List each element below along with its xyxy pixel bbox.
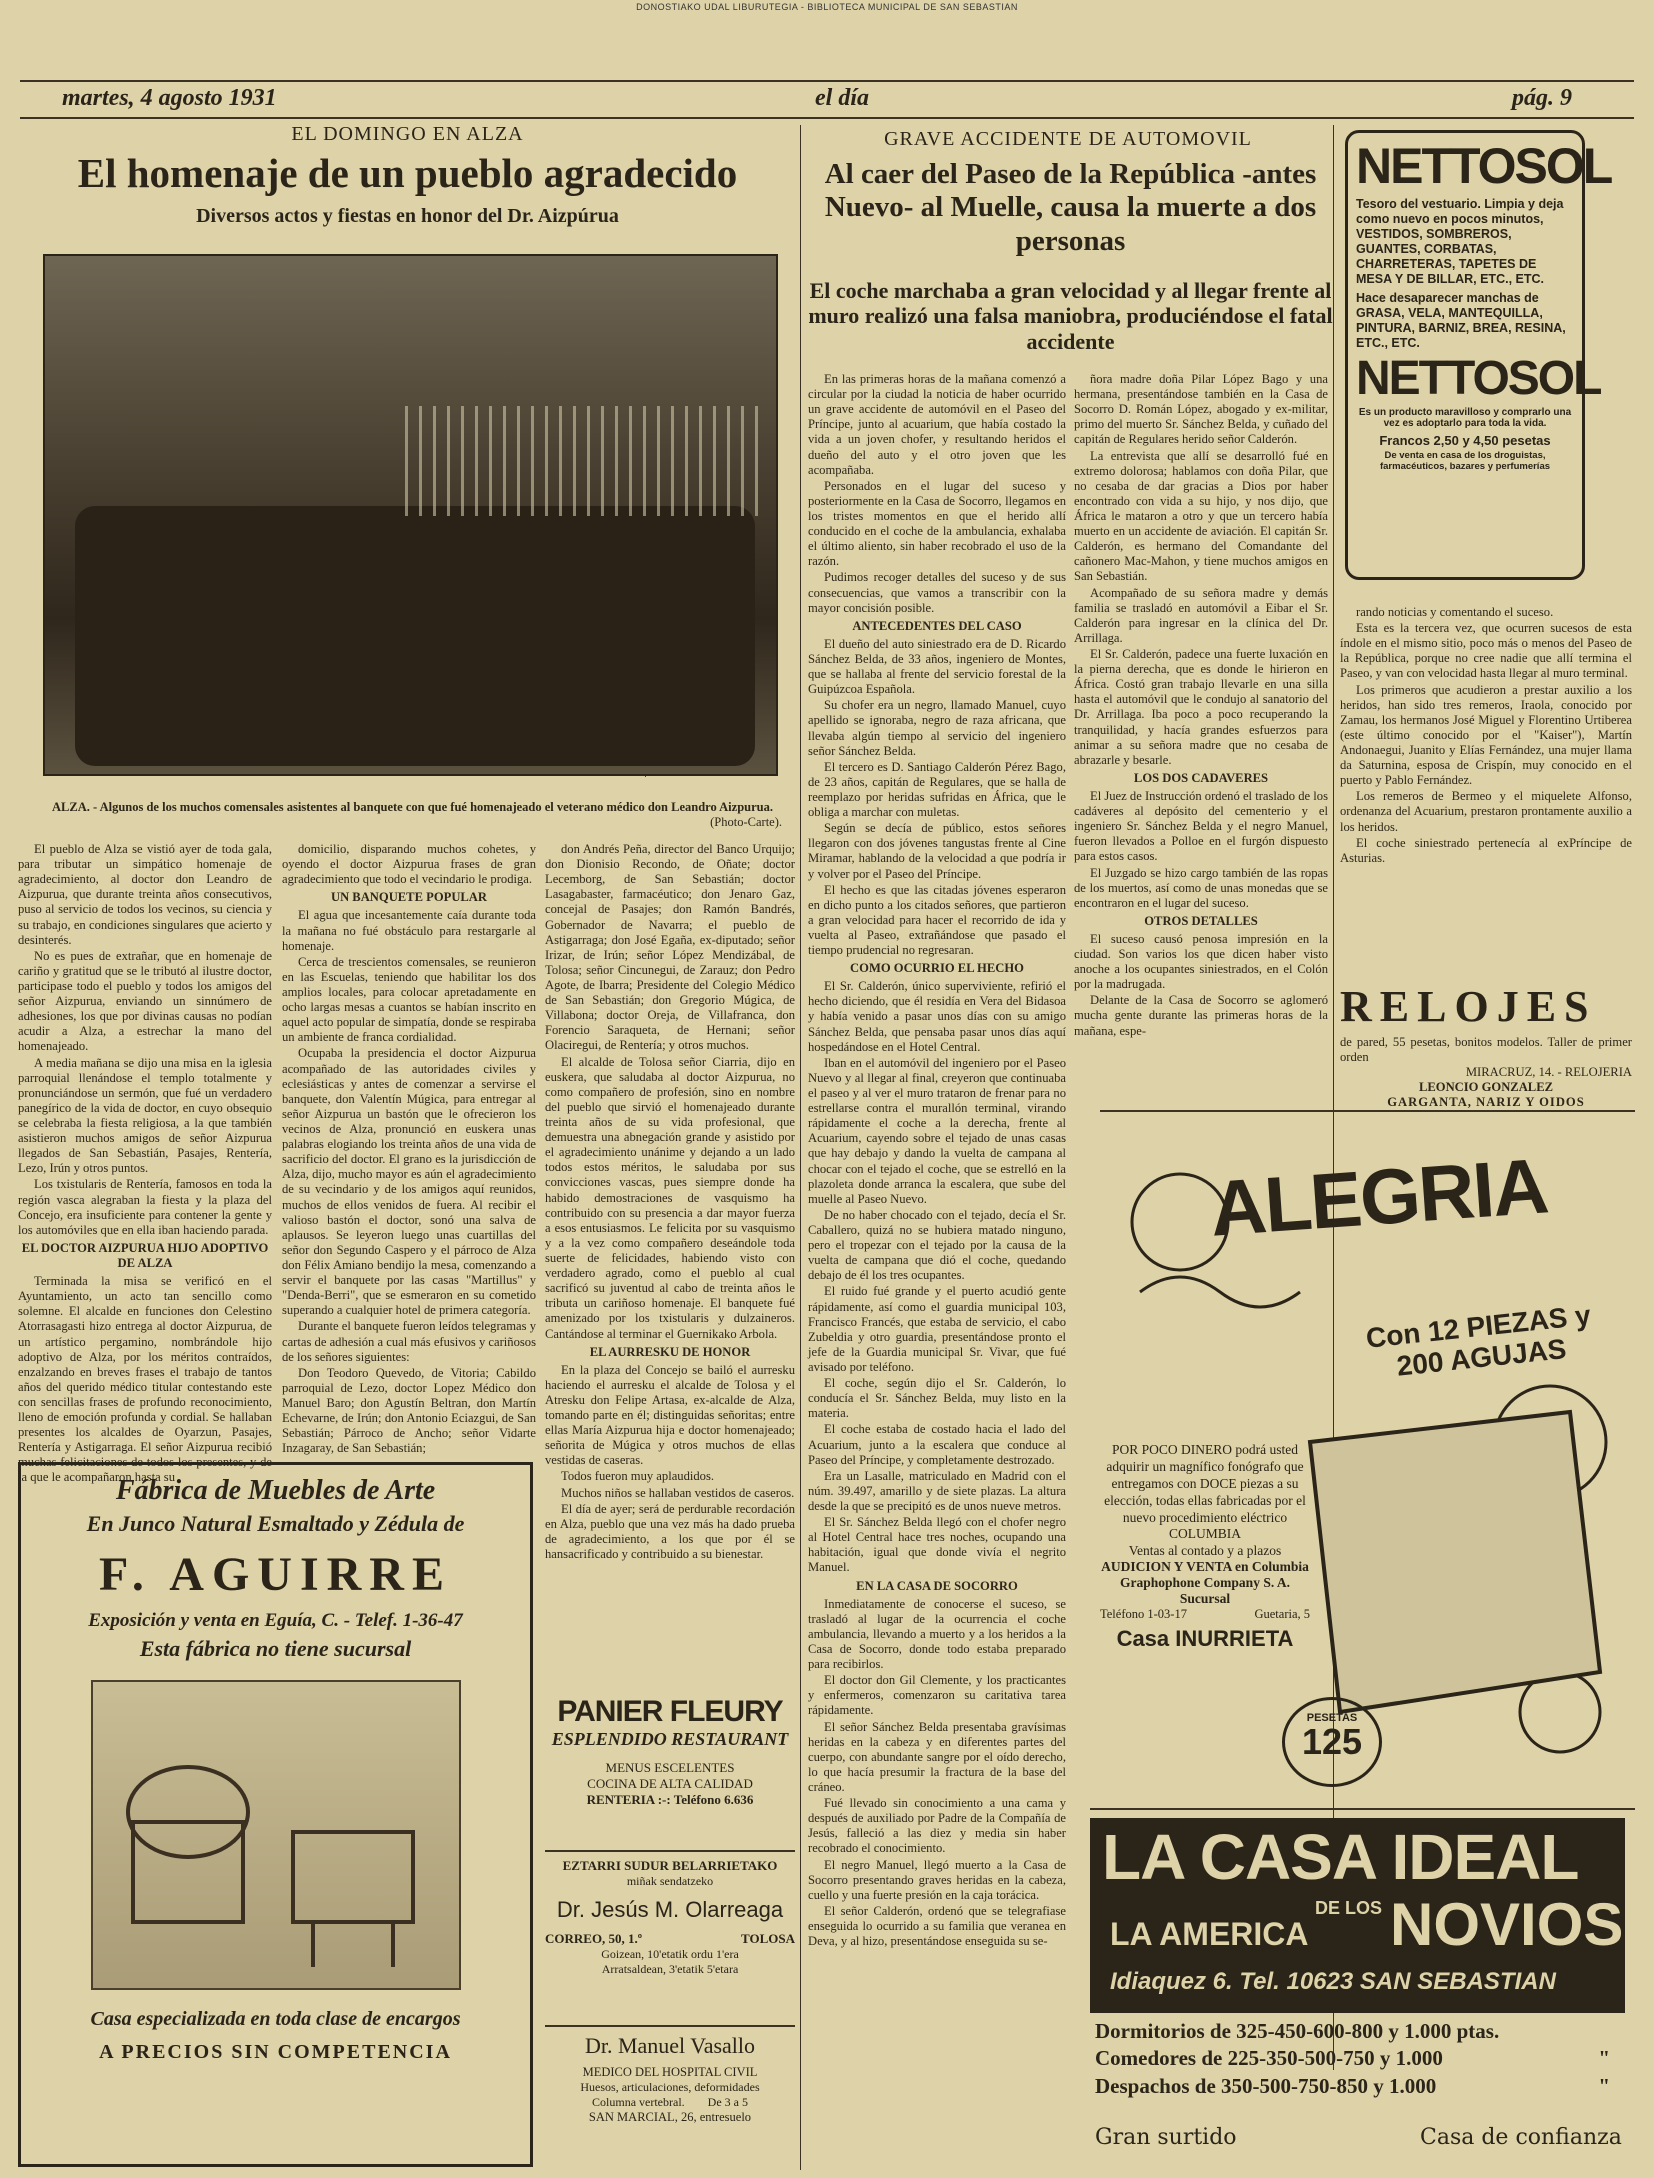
alegria-sale: Ventas al contado y a plazos [1128,1543,1282,1559]
alegria-price-label: PESETAS [1306,1712,1358,1724]
nettosol-brand: NETTOSOL [1356,138,1612,194]
paragraph: Cerca de trescientos comensales, se reunieron en las Escuelas, teniendo que habilitar los dos amplios locales, para colocar apretadamente en ocho largas mesas a cuantos se habían inscrito en aquel acto popular de simpatía, donde se respiraba un ambiente de franca cordialidad. [282,954,536,1045]
paragraph: El Sr. Calderón, padece una fuerte luxación en la pierna derecha, que es donde le hirieron en África. Costó gran trabajo llevarle en una silla hasta el automóvil que le condujo al sanatorio del Dr. Arrillaga. Iba poco a poco recuperando la tranquilidad, y hacía grandes esfuerzos para animar a su señora madre que no cesaba de abrazarle y besarle. [1074,646,1328,767]
nettosol-text-1: Tesoro del vestuario. Limpia y deja como nuevo en pocos minutos, VESTIDOS, SOMBREROS, GUANTES, CORBATAS, CHARRETERAS, TAPETES DE MESA Y DE BILLAR, ETC., ETC. [1356,197,1564,286]
paragraph: Los primeros que acudieron a prestar auxilio a los heridos, han sido tres remeros, Iraola, conocido por Zamau, los hermanos José Miguel y Florentino Urtiberea (este último conocido por el "Kaiser"), Martín Andonaegui, Juanito y Elías Fernández, una mujer llama da Saturnina, esposa de Crispín, muy conocido en el puerto y Pablo Fernández. [1340,682,1632,788]
alegria-shop: Casa INURRIETA [1116,1626,1294,1652]
panier-line-3: RENTERIA :-: Teléfono 6.636 [586,1792,754,1807]
paragraph: Inmediatamente de conocerse el suceso, se trasladó al lugar de la ocurrencia el coche ambulancia, llevando a muerto y a los heridos a la Casa de Socorro, donde todo estaba preparado para recibirlos. [808,1596,1066,1672]
vasallo-address: SAN MARCIAL, 26, entresuelo [588,2110,752,2124]
masthead-title: el día [815,85,869,111]
casa-ideal-footer-right: Casa de confianza [1420,2125,1622,2150]
vasallo-line-1: MEDICO DEL HOSPITAL CIVIL [582,2065,758,2079]
accident-column-2 [1074,372,1328,1117]
masthead-bottom-rule [20,117,1634,119]
alegria-text-block [1100,1442,1310,1652]
olarreaga-addr [545,1931,795,1947]
paragraph: Todos fueron muy aplaudidos. [561,1469,715,1484]
accident-subheadline: El coche marchaba a gran velocidad y al llegar frente al muro realizó una falsa maniobra, produciéndose el fatal accidente [808,278,1333,354]
vasallo-line-3-row [545,2095,795,2110]
aguirre-line-5: Casa especializada en toda clase de encargos [90,2008,461,2030]
alegria-street: Guetaria, 5 [1254,1607,1310,1622]
paragraph: No es pues de extrañar, que en homenaje de cariño y gratitud que se le tributó al ilustre doctor, participase todo el pueblo y todos los amigos del señor Aizpurua, enviando un sinnúmero de adhesiones, los que por divinas causas no podían acudir a Alza, a estrechar la mano del homenajeado. [18,948,272,1054]
accident-column-3 [1340,605,1632,995]
paragraph: El doctor don Gil Clemente, y los practicantes y enfermeros, comenzaron su caritativa tarea rápidamente. [808,1673,1066,1718]
section-heading: EN LA CASA DE SOCORRO [856,1578,1018,1593]
section-heading: OTROS DETALLES [1144,913,1258,928]
phonograph-box-icon [1310,1412,1600,1712]
panier-fleury-ad [545,1695,795,1845]
vasallo-line-2: Huesos, articulaciones, deformidades [580,2080,760,2094]
masthead-date: martes, 4 agosto 1931 [62,85,277,111]
masthead-page-number: pág. 9 [1512,85,1572,111]
paragraph: De no haber chocado con el tejado, decía el Sr. Caballero, quizá no se hubiera matado ninguno, pero el tropezar con el tejado por la causa de la vuelta de campana que dió el coche, quedando debajo de él los tres ocupantes. [808,1207,1066,1283]
paragraph: En las primeras horas de la mañana comenzó a circular por la ciudad la noticia de haber ocurrido un grave accidente de automóvil en el Paseo del Príncipe, junto al acuarium, que había costado la vida a un joven chofer, y resultando heridos el dueño del auto y el otro joven que les acompañaba. [808,372,1066,477]
paragraph: Acompañado de su señora madre y demás familia se trasladó en automóvil a Eibar el Sr. Calderón para ingresar en la clínica del Dr. Arrillaga. [1074,585,1328,645]
casa-ideal-ditto: " [1598,2046,1610,2071]
alegria-phone-row [1100,1607,1310,1622]
paragraph: Su chofer era un negro, llamado Manuel, cuyo apellido se ignoraba, negro de raza africana, que llevaba algún tiempo al servicio del ingeniero señor Sánchez Belda. [808,698,1066,758]
casa-ideal-row-3: Despachos de 350-500-750-850 y 1.000 [1095,2073,1437,2098]
section-heading: ANTECEDENTES DEL CASO [852,618,1022,633]
paragraph: Muchos niños se hallaban vestidos de caseros. [561,1485,795,1500]
paragraph: El agua que incesantemente caía durante toda la mañana no fué obstáculo para restargarle al homenaje. [282,908,536,953]
vasallo-name: Dr. Manuel Vasallo [584,2033,756,2058]
casa-ideal-rows [1095,2018,1630,2100]
alza-banquet-photo [43,254,778,776]
casa-ideal-line-1: LA CASA IDEAL [1102,1821,1579,1893]
nettosol-text-3: Es un producto maravilloso y comprarlo una vez es adoptarlo para toda la vida. [1358,407,1572,429]
paragraph: Fué llevado sin conocimiento a una cama y después de auxiliado por Padre de la Compañía de Jesús, falleció a las diez y media sin haber recobrado el conocimiento. [808,1796,1066,1856]
alegria-phonograph-ad [1100,1110,1635,1790]
aguirre-line-6: A PRECIOS SIN COMPETENCIA [99,2041,452,2063]
relojes-specialty: GARGANTA, NARIZ Y OIDOS [1387,1095,1585,1110]
paragraph: El dueño del auto siniestrado era de D. Ricardo Sánchez Belda, de 33 años, ingeniero de Montes, que se hallaba al frente del servicio forestal de la Guipúzcoa Española. [808,636,1066,697]
vasallo-ad [545,2025,795,2165]
alza-column-1 [18,842,272,1485]
panier-name: PANIER FLEURY [557,1695,783,1728]
relojes-address: MIRACRUZ, 14. - RELOJERIA [1465,1065,1632,1080]
casa-ideal-row-1: Dormitorios de 325-450-600-800 y 1.000 ptas. [1095,2019,1500,2043]
paragraph: El Juzgado se hizo cargo también de las ropas de los muertos, así como de unas monedas que se encontraron en el lugar del suceso. [1074,865,1328,910]
nettosol-price: Francos 2,50 y 4,50 pesetas [1379,433,1551,448]
paragraph: Iban en el automóvil del ingeniero por el Paseo Nuevo y al llegar al final, creyeron que continuaba el paseo y al ver el muro trataron de frenar para no estrellarse contra el murallón terminal, virando rápidamente el coche a la derecha, frente al Acuarium, cayendo sobre el tejado de unas casas que hay debajo y dando la vuelta de campana al chocar con el tejado el coche, que se estrelló en la plazoleta donde arranca la escalera, que sube del muelle al Paseo Nuevo. [808,1055,1066,1206]
photo-person [645,776,646,777]
accident-kicker: GRAVE ACCIDENTE DE AUTOMOVIL [884,128,1252,150]
nettosol-text-2: Hace desaparecer manchas de GRASA, VELA, MANTEQUILLA, PINTURA, BARNIZ, BREA, RESINA, ETC., ETC. [1356,291,1566,350]
photo-railing [405,406,765,516]
nettosol-brand-2: NETTOSOL [1356,352,1601,405]
paragraph: El coche estaba de costado hacia el lado del Acuarium, junto a la escalera que conduce al Paseo del Príncipe, y completamente destrozado. [808,1422,1066,1467]
panier-sub: ESPLENDIDO RESTAURANT [551,1729,789,1749]
paragraph: El tercero es D. Santiago Calderón Pérez Bago, de 23 años, capitán de Regulares, que se halla de reemplazo por heridas sufridas en África, que le obliga a marchar con muletas. [808,759,1066,820]
accident-column-1 [808,372,1066,2167]
alegria-price: 125 [1301,1721,1363,1762]
paragraph: rando noticias y comentando el suceso. [1356,605,1554,619]
nettosol-text-4: De venta en casa de los droguistas, farmacéuticos, bazares y perfumerías [1379,450,1551,472]
paragraph: Personados en el lugar del suceso y posteriormente en la Casa de Socorro, llegamos en los tristes momentos en que el herido allí conducido en el coche de la ambulancia, exhalaba el último aliento, sin haber recobrado el uso de la razón. [808,478,1066,569]
casa-ideal-novios: NOVIOS [1390,1891,1624,1958]
vasallo-line-3: Columna vertebral. [592,2095,685,2109]
caption-credit: (Photo-Carte). [710,815,782,829]
casa-ideal-logo [1090,1818,1625,2013]
paragraph: El suceso causó penosa impresión en la ciudad. Son varios los que dicen haber visto anoche a los ocupantes siniestrados, en el Colón por la madrugada. [1074,931,1328,992]
paragraph: El coche, según dijo el Sr. Calderón, lo conducía el Sr. Sánchez Belda, muy listo en la materia. [808,1376,1066,1421]
paragraph: Durante el banquete fueron leídos telegramas y cartas de adhesión a cual más efusivos y cariñosos de los señores siguientes: [282,1319,536,1364]
olarreaga-name: Dr. Jesús M. Olarreaga [556,1897,784,1922]
alegria-phone: Teléfono 1-03-17 [1100,1607,1187,1622]
paragraph: El señor Sánchez Belda presentaba gravísimas heridas en la cabeza y en diferentes partes del cuerpo, con abundante sangre por el oído derecho, lo que hacía presumir la fractura de la base del cráneo. [808,1719,1066,1794]
relojes-owner: LEONCIO GONZALEZ [1418,1080,1553,1095]
paragraph: El Sr. Calderón, único superviviente, refirió el hecho diciendo, que él residía en Vera del Bidasoa y había venido a pasar unos días con su amigo Sánchez Belda, que pensaba pasar unos días aquí hospedándose en el Hotel Central. [808,979,1066,1054]
photo-crowd [75,506,755,766]
paragraph: El día de ayer; será de perdurable recordación en Alza, pueblo que una vez más ha dado prueba de agradecimiento, a los que por él se hansacrificado y contribuido a su bienestar. [545,1501,795,1562]
casa-ideal-ad [1090,1808,1635,2168]
paragraph: El pueblo de Alza se vistió ayer de toda gala, para tributar un simpático homenaje de agradecimiento, al doctor don Leandro de Aizpurua, que durante treinta años consecutivos, puso al servicio de todos los vecinos, su ciencia y su trabajo, en condiciones singulares que acierto y desinterés. [18,842,272,947]
alza-column-3 [545,842,795,1687]
paragraph: Según se decía de público, estos señores llegaron con dos jóvenes tangustas frente al Cine Miramar, hablando de la velocidad a que podría ir y volver por el Paseo del Príncipe. [808,821,1066,881]
aguirre-furniture-drawing [91,1680,461,1990]
casa-ideal-line-2: LA AMERICA [1110,1916,1309,1952]
chair-icon [93,1682,463,1992]
panier-line-1: MENUS ESCELENTES [605,1760,735,1775]
paragraph: Esta es la tercera vez, que ocurren sucesos de esta índole en el mismo sitio, poco más o menos del Paseo de la República, porque no cree nadie que allí termina el Paseo, y van con velocidad hasta llegar al muro terminal. [1340,621,1632,681]
paragraph: Delante de la Casa de Socorro se aglomeró mucha gente durante las primeras horas de la mañana, espe- [1074,993,1328,1038]
casa-ideal-row-2: Comedores de 225-350-500-750 y 1.000 [1095,2046,1443,2071]
section-heading: COMO OCURRIO EL HECHO [850,961,1024,976]
caption-text: ALZA. - Algunos de los muchos comensales asistentes al banquete con que fué homenajeado el veterano médico don Leandro Aizpurua. [52,800,773,814]
paragraph: El Sr. Sánchez Belda llegó con el chofer negro al Hotel Central hace tres noches, ocupando una habitación, igual que donde vivía el negrito Manuel. [808,1515,1066,1575]
casa-ideal-row-2-wrap [1095,2045,1630,2072]
aguirre-line-1: Fábrica de Muebles de Arte [115,1475,436,1506]
paragraph: Ocupaba la presidencia el doctor Aizpurua acompañado de las autoridades civiles y eclesiásticas y antes de comenzar a servirse el banquete, don Valentín Múgica, para entregar al señor Aizpurua un bastón que le ofrecieron los vecinos de Alza, pronunció en euskera unas palabras elogiando los treinta años de una vida de sacrificio del doctor. El grano es la jurisdicción de Alza, dijo, mucho mayor es aún el agradecimiento de su vecindario y de los amigos aquí reunidos, muchos de ellos venidos de fuera. Al recibir el valioso bastón el doctor, sonó una salva de aplausos. Se leyeron luego unas cuartillas del señor don Segundo Caspero y el párroco de Alza don Félix Amiano bendijo la mesa, comenzando a servir el banquete por las casas "Martillus" y "Denda-Berri", que se esmeraron en su cometido superando a cualquier hotel de primera categoría. [282,1046,536,1318]
paragraph: Don Teodoro Quevedo, de Vitoria; Cabildo parroquial de Lezo, doctor Lopez Médico don Manuel Baro; don Agustín Beltran, don Martín Echevarne, de Irún; don Antonio Eciazgui, de San Sebastián; Párroco de Ancho; señor Vidarte Inzagaray, de San Sebastián; [282,1365,536,1456]
section-heading: LOS DOS CADAVERES [1133,770,1269,785]
paragraph: El negro Manuel, llegó muerto a la Casa de Socorro presentando graves heridas en la cabeza, cuello y una fuerte presión en la caja torácica. [808,1857,1066,1902]
library-source-line: DONOSTIAKO UDAL LIBURUTEGIA - BIBLIOTECA MUNICIPAL DE SAN SEBASTIAN [636,2,1018,12]
section-heading: EL AURRESKU DE HONOR [589,1344,751,1359]
nettosol-ad [1345,130,1612,580]
casa-ideal-row-3-wrap [1095,2073,1630,2100]
music-notes-icon [1140,1277,1300,1307]
olarreaga-line-1: EZTARRI SUDUR BELARRIETAKO [562,1858,778,1873]
casa-ideal-ditto: " [1598,2073,1610,2098]
paragraph: A media mañana se dijo una misa en la iglesia parroquial llenándose el templo totalmente y pronunciándose un sermón, que fué un verdadero panegírico de la vida de doctor, en cuyo obsequio se celebraba la fiesta religiosa, a la que también asistieron muchos amigos de señor Aizpurua llegados de San Sebastián, Pasajes, Rentería, Lezo, Irún y otros puntos. [18,1055,272,1176]
paragraph: El alcalde de Tolosa señor Ciarria, dijo en euskera, que saludaba al doctor Aizpurua, no como compañero de profesión, sino en nombre del pueblo que sirvió el homenajeado durante treinta años de su vida profesional, que demuestra una abnegación grande y asistido por el agradecimiento unánime y dejando a un lado todos estos méritos, le saludaba por sus convicciones vascas, pues siempre donde ha habido demostraciones de vasquismo ha contribuido con su presencia a dar mayor fuerza a esos entusiasmos. Le felicita por su vasquismo y a la vez como compañero deseándole toda suerte de felicidades, habiendo visto con verdadero agrado, como el pueblo al cual sacrificó su juventud al cabo de treinta años le tributa un cariñoso homenaje. El banquete fué amenizado por los txistularis y dulzaineros. Cantándose al terminar el Guernikako Arbola. [545,1054,795,1341]
column-divider [800,125,801,2170]
aguirre-line-2: En Junco Natural Esmaltado y Zédula de [86,1511,465,1536]
olarreaga-line-2: miñak sendatzeko [626,1874,714,1888]
alegria-pieces: Con 12 PIEZAS y 200 AGUJAS [1364,1299,1593,1382]
paragraph: El hecho es que las citadas jóvenes esperaron en dicho punto a los citados señores, que partieron a gran velocidad para hacer el recorrido de ida y vuelta al Paseo, extrañándose que pasado el tiempo prudencial no regresaran. [808,882,1066,958]
paragraph: El ruido fué grande y el puerto acudió gente rápidamente, así como el guardia municipal 103, Francisco Francés, que estaba de servicio, el cabo Zubeldia y otro guardia, presentándose pronto el jefe de la Guardia municipal Sr. Vivar, que fué avisado por teléfono. [808,1284,1066,1374]
paragraph: Pudimos recoger detalles del suceso y de sus consecuencias, que vamos a transcribir con la mayor concisión posible. [808,570,1066,615]
paragraph: El Juez de Instrucción ordenó el traslado de los cadáveres al depósito del cementerio y el ingeniero Sr. Sánchez Belda y el negro Manuel, fueron llevados a Polloe en el furgón dispuesto para estos casos. [1074,788,1328,864]
paragraph: Era un Lasalle, matriculado en Madrid con el núm. 39.497, amarillo y de siete plazas. La altura desde la que se precipitó es de unos nueve metros. [808,1468,1066,1513]
vasallo-hours: De 3 a 5 [707,2095,748,2109]
alza-kicker: EL DOMINGO EN ALZA [291,123,524,145]
aguirre-furniture-ad [18,1462,533,2167]
paragraph: La entrevista que allí se desarrolló fué en extremo dolorosa; hablamos con doña Pilar, que no cesaba de dar gracias a Dios por haber encontrado con vida a su hijo, y nos dijo, que África le mataron a otro y que un tercero había muerto en un accidente de aviación. El capitán Sr. Calderón, es hermano del Comandante del cañonero Mac-Mahon, y tiene muchos amigos en San Sebastián. [1074,448,1328,584]
paragraph: El coche siniestrado pertenecía al exPríncipe de Asturias. [1340,835,1632,865]
paragraph: El señor Calderón, ordenó que se telegrafiase enseguida lo ocurrido a su familia que veranea en Deva, y al hizo, presentándose enseguida su se- [808,1903,1066,1949]
relojes-ad [1340,982,1632,1110]
casa-ideal-address: Idiaquez 6. Tel. 10623 SAN SEBASTIAN [1110,1968,1556,1995]
paragraph: ñora madre doña Pilar López Bago y una hermana, presentándose también en la Casa de Socorro D. Román López, abogado y ex-militar, primo del muerto Sr. Sánchez Belda, y cuñado del capitán de Regulares herido señor Calderón. [1074,372,1328,447]
aguirre-line-3: Exposición y venta en Eguía, C. - Telef. 1-36-47 [88,1610,463,1631]
relojes-title: RELOJES [1340,982,1597,1031]
panier-line-2: COCINA DE ALTA CALIDAD [587,1776,753,1791]
aguirre-name: F. AGUIRRE [99,1548,452,1601]
alegria-text: POR POCO DINERO podrá usted adquirir un magnífico fonógrafo que entregamos con DOCE piezas a su elección, todas ellas fabricadas por el nuevo procedimiento eléctrico COLUMBIA [1104,1442,1306,1542]
olarreaga-hours-2: Arratsaldean, 3'etatik 5'etara [601,1962,739,1976]
alza-headline: El homenaje de un pueblo agradecido [77,150,738,196]
olarreaga-address: CORREO, 50, 1.º [545,1931,643,1946]
masthead-top-rule [20,80,1634,82]
alza-photo-caption [52,800,782,830]
olarreaga-ad [545,1850,795,2020]
alegria-title: ALEGRIA [1207,1141,1550,1253]
casa-ideal-footer-left: Gran surtido [1095,2125,1237,2150]
alegria-price-badge [1282,1697,1382,1787]
alza-subheadline: Diversos actos y fiestas en honor del Dr. Aizpúrua [196,205,619,227]
section-heading: EL DOCTOR AIZPURUA HIJO ADOPTIVO DE ALZA [21,1240,269,1270]
paragraph: Terminada la misa se verificó en el Ayuntamiento, un acto tan sencillo como solemne. El alcalde en funciones don Celestino Atorrasagasti hizo entrega al doctor Aizpurua, de un artístico pergamino, nombrándole hijo adoptivo de Alza, por los méritos contraídos, enzalzando en breves frases el trabajo de tantos años del querido médico titular contestando este con sencillas frases de profundo reconocimiento, lleno de emoción profunda y cordial. Se hallaban presentes los alcaldes de Oyarzun, Pasajes, Rentería y Astigarraga. El señor Aizpurua recibió muchas felicitaciones de todos los presentes, y de la que le acompañaron hasta su [18,1274,272,1485]
alegria-audition: AUDICION Y VENTA en Columbia Graphophone Company S. A. Sucursal [1101,1559,1309,1607]
paragraph: Los remeros de Bermeo y el miquelete Alfonso, ordenanza del Acuarium, prestaron prontamente auxilio a los heridos. [1340,789,1632,834]
olarreaga-hours-1: Goizean, 10'etatik ordu 1'era [601,1947,739,1961]
paragraph: don Andrés Peña, director del Banco Urquijo; don Dionisio Recondo, de Oñate; doctor Lecemborg, de San Sebastián; doctor Lasagabaster, farmacéutico; don Jenaro Gaz, concejal de Pasajes; don Ramón Bandrés, Gobernador de Navarra; el pueblo de Astigarraga; don José Egaña, ex-diputado; señor Irizar, de Irún; señor López Mendizábal, de Tolosa; señor Cincunegui, de Zarauz; don Pedro Agote, de Ibarra; Presidente del Colegio Médico de San Sebastián; don Gregorio Múgica, de Villabona; doctor Oreja, de Villafranca, don Forencio Saraqueta, de Hernani; señor Olaciregui, de Rentería; y otros muchos. [545,842,795,1053]
aguirre-line-4: Esta fábrica no tiene sucursal [139,1636,412,1661]
accident-headline: Al caer del Paseo de la República -antes Nuevo- al Muelle, causa la muerte a dos personas [824,158,1317,257]
olarreaga-city: TOLOSA [741,1931,795,1946]
casa-ideal-de-los: DE LOS [1315,1898,1383,1918]
paragraph: En la plaza del Concejo se bailó el aurresku haciendo el aurresku el alcalde de Tolosa y el Atresku don Felipe Artasa, ex-alcalde de Alza, tomando parte en él; distinguidas señoritas; entre ellas María Aizpurua hija e doctor homenajeado; señorita de Múgica y otros muchos de ellas vestidas de caseras. [545,1362,795,1468]
section-heading: UN BANQUETE POPULAR [330,890,488,905]
paragraph: domicilio, disparando muchos cohetes, y oyendo el doctor Aizpurua frases de gran agradecimiento que todo el vecindario le prodiga. [282,842,536,887]
paragraph: Los txistularis de Rentería, famosos en toda la región vasca alegraban la fiesta y la plaza del Concejo, era insuficiente para contener la gente y los automóviles que en ella iban haciendo parada. [18,1177,272,1237]
alza-column-2 [282,842,536,1456]
relojes-text: de pared, 55 pesetas, bonitos modelos. Taller de primer orden [1340,1035,1632,1065]
